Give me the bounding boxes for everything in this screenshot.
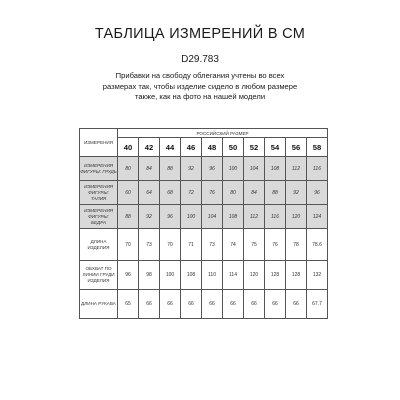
table-row bbox=[80, 181, 328, 205]
table-cell: 64 bbox=[139, 181, 160, 205]
table-cell: 66 bbox=[202, 290, 223, 319]
table-cell: 60 bbox=[118, 181, 139, 205]
row-label: ОБХВАТ ПО ЛИНИИ ГРУДИ ИЗДЕЛИЯ bbox=[80, 261, 118, 290]
table-cell: 96 bbox=[160, 205, 181, 229]
table-row bbox=[80, 205, 328, 229]
size-header: 40 bbox=[118, 138, 139, 157]
size-header: 48 bbox=[202, 138, 223, 157]
table-cell: 80 bbox=[223, 181, 244, 205]
measurement-rows bbox=[80, 157, 328, 319]
table-cell: 108 bbox=[265, 157, 286, 181]
table-cell: 96 bbox=[202, 157, 223, 181]
table-cell: 112 bbox=[286, 157, 307, 181]
table-cell: 66 bbox=[139, 290, 160, 319]
table-cell: 71 bbox=[181, 229, 202, 261]
table-cell: 78.6 bbox=[307, 229, 328, 261]
size-header: 42 bbox=[139, 138, 160, 157]
row-label: ИЗМЕРЕНИЯ ФИГУРЫ: ГРУДЬ bbox=[80, 157, 118, 181]
table-cell: 104 bbox=[202, 205, 223, 229]
table-cell: 100 bbox=[181, 205, 202, 229]
table-cell: 96 bbox=[118, 261, 139, 290]
table-cell: 66 bbox=[286, 290, 307, 319]
table-cell: 70 bbox=[160, 229, 181, 261]
table-cell: 96 bbox=[307, 181, 328, 205]
table-cell: 66 bbox=[181, 290, 202, 319]
table-cell: 108 bbox=[223, 205, 244, 229]
corner-label: ИЗМЕРЕНИЯ bbox=[80, 129, 118, 157]
table-cell: 98 bbox=[139, 261, 160, 290]
table-cell: 88 bbox=[118, 205, 139, 229]
size-header: 54 bbox=[265, 138, 286, 157]
table-cell: 78 bbox=[286, 229, 307, 261]
table-cell: 70 bbox=[118, 229, 139, 261]
size-table bbox=[79, 128, 328, 319]
table-cell: 66 bbox=[244, 290, 265, 319]
table-cell: 72 bbox=[181, 181, 202, 205]
table-cell: 114 bbox=[223, 261, 244, 290]
table-cell: 88 bbox=[160, 157, 181, 181]
table-row bbox=[80, 157, 328, 181]
table-cell: 128 bbox=[265, 261, 286, 290]
size-group-header: РОССИЙСКИЙ РАЗМЕР bbox=[118, 129, 328, 138]
table-cell: 76 bbox=[265, 229, 286, 261]
table-cell: 80 bbox=[118, 157, 139, 181]
product-code: D29.783 bbox=[181, 54, 219, 65]
page-title: ТАБЛИЦА ИЗМЕРЕНИЙ В СМ bbox=[94, 26, 306, 42]
table-cell: 110 bbox=[202, 261, 223, 290]
table-cell: 65 bbox=[118, 290, 139, 319]
table-cell: 74 bbox=[223, 229, 244, 261]
size-header: 52 bbox=[244, 138, 265, 157]
table-cell: 100 bbox=[160, 261, 181, 290]
row-label: ДЛИНА ИЗДЕЛИЯ bbox=[80, 229, 118, 261]
table-cell: 84 bbox=[244, 181, 265, 205]
table-cell: 66 bbox=[223, 290, 244, 319]
table-cell: 68 bbox=[160, 181, 181, 205]
table-cell: 124 bbox=[307, 205, 328, 229]
table-cell: 92 bbox=[286, 181, 307, 205]
table-cell: 120 bbox=[244, 261, 265, 290]
size-header-row bbox=[80, 138, 328, 157]
table-cell: 116 bbox=[265, 205, 286, 229]
table-cell: 66 bbox=[160, 290, 181, 319]
table-cell: 84 bbox=[139, 157, 160, 181]
size-header: 46 bbox=[181, 138, 202, 157]
table-cell: 100 bbox=[223, 157, 244, 181]
table-cell: 116 bbox=[307, 157, 328, 181]
table-cell: 76 bbox=[202, 181, 223, 205]
table-cell: 66 bbox=[265, 290, 286, 319]
row-label: ДЛИНА РУКАВА bbox=[80, 290, 118, 319]
table-cell: 92 bbox=[181, 157, 202, 181]
table-cell: 73 bbox=[202, 229, 223, 261]
row-label: ИЗМЕРЕНИЯ ФИГУРЫ: ТАЛИЯ bbox=[80, 181, 118, 205]
table-cell: 132 bbox=[307, 261, 328, 290]
row-label: ИЗМЕРЕНИЯ ФИГУРЫ: БЕДРА bbox=[80, 205, 118, 229]
table-cell: 88 bbox=[265, 181, 286, 205]
table-row bbox=[80, 261, 328, 290]
size-group-header-row bbox=[80, 129, 328, 138]
table-cell: 128 bbox=[286, 261, 307, 290]
table-cell: 120 bbox=[286, 205, 307, 229]
table-row bbox=[80, 229, 328, 261]
fit-note: Прибавки на свободу облегания учтены во всех размерах так, чтобы изделие сидело в любом размере также, как на фото на нашей модели bbox=[102, 71, 298, 101]
table-cell: 92 bbox=[139, 205, 160, 229]
size-header: 44 bbox=[160, 138, 181, 157]
table-cell: 112 bbox=[244, 205, 265, 229]
table-row bbox=[80, 290, 328, 319]
table-cell: 75 bbox=[244, 229, 265, 261]
table-cell: 104 bbox=[244, 157, 265, 181]
size-header: 50 bbox=[223, 138, 244, 157]
size-header: 56 bbox=[286, 138, 307, 157]
table-cell: 73 bbox=[139, 229, 160, 261]
size-header: 58 bbox=[307, 138, 328, 157]
table-cell: 67.7 bbox=[307, 290, 328, 319]
table-cell: 108 bbox=[181, 261, 202, 290]
